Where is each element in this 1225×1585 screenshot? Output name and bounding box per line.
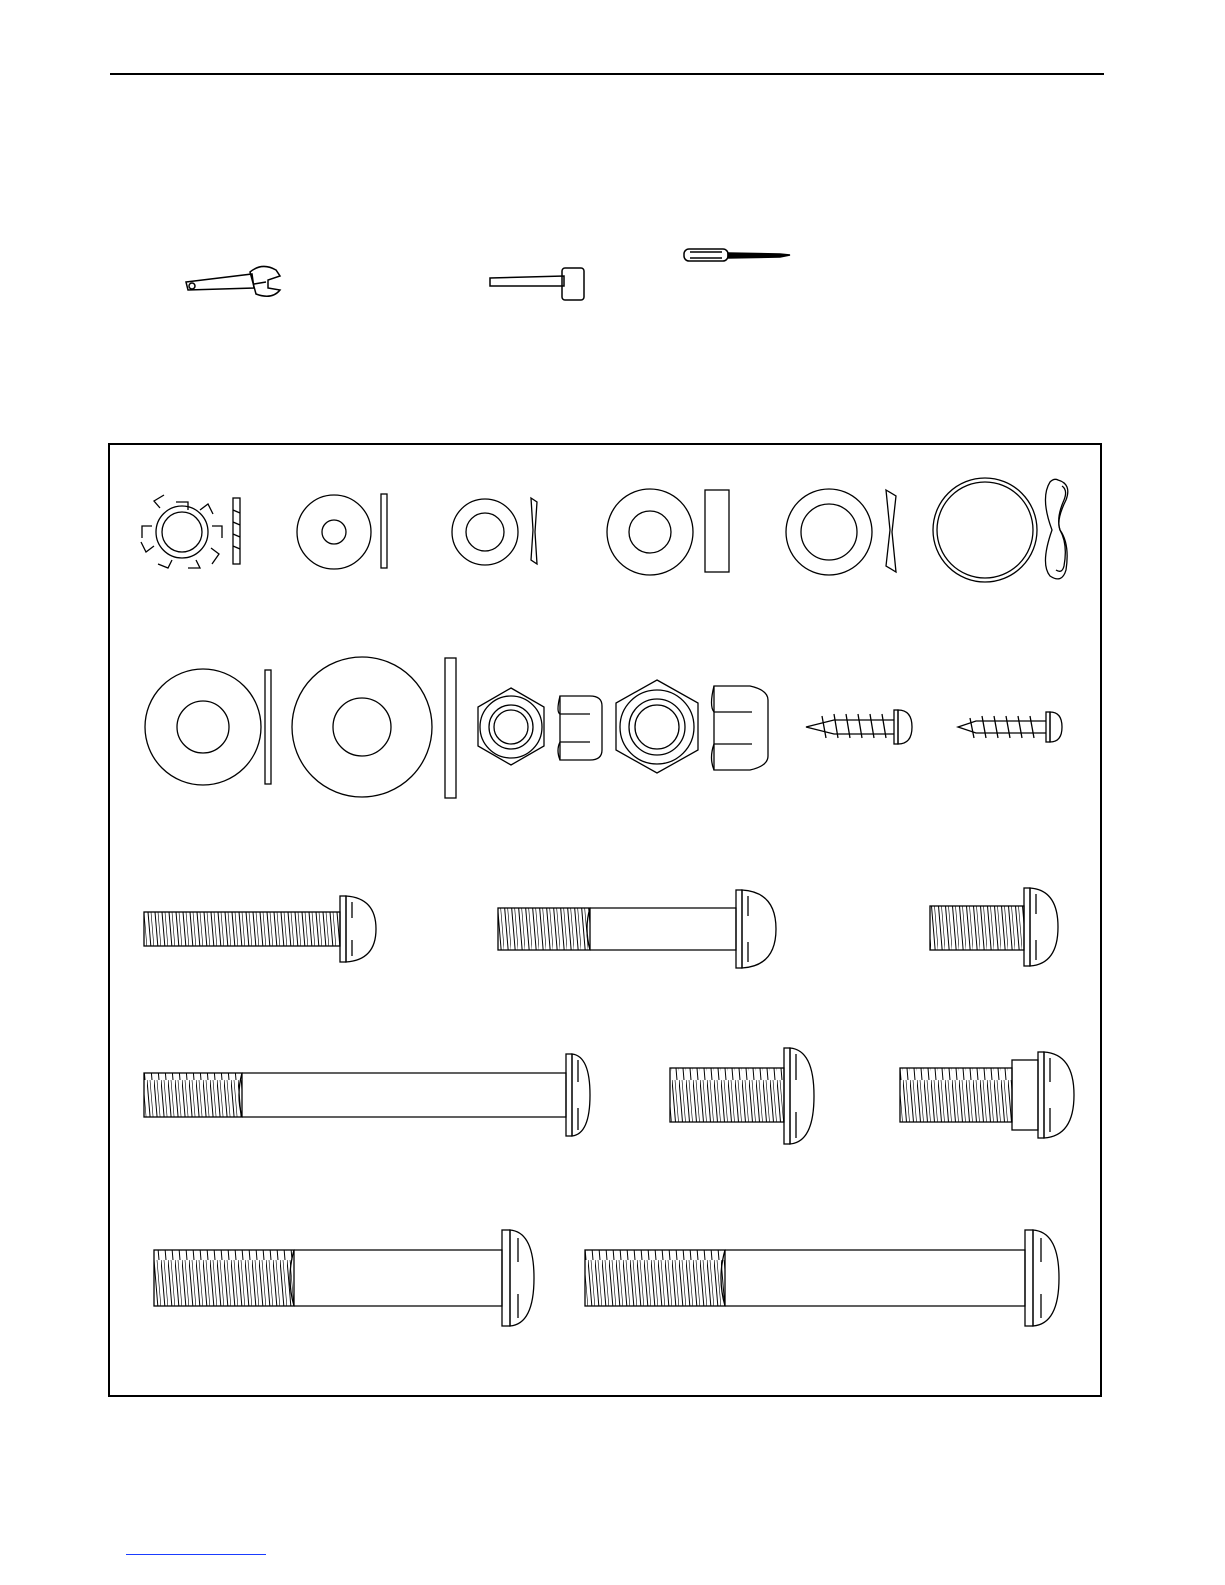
shoulder-button-bolt-icon bbox=[900, 1052, 1074, 1138]
star-washer-icon bbox=[141, 495, 240, 568]
adjustable-wrench-icon bbox=[186, 266, 280, 296]
button-bolt-full-thread-icon bbox=[144, 896, 376, 962]
extra-large-flat-washer-icon bbox=[292, 657, 456, 798]
nylon-locknut-icon bbox=[478, 688, 602, 765]
long-button-bolt-icon bbox=[144, 1054, 590, 1136]
self-tapping-screw-small-icon bbox=[958, 712, 1062, 742]
wide-button-bolt-icon bbox=[670, 1048, 814, 1144]
footer-link-underline[interactable] bbox=[126, 1554, 266, 1555]
rubber-mallet-icon bbox=[490, 268, 584, 300]
tools-row bbox=[0, 230, 1225, 310]
large-nylon-locknut-icon bbox=[616, 680, 768, 773]
short-button-bolt-icon bbox=[930, 888, 1058, 966]
large-split-washer-icon bbox=[786, 489, 896, 575]
header-rule bbox=[110, 73, 1104, 75]
phillips-screwdriver-icon bbox=[684, 249, 790, 261]
flat-washer-icon bbox=[297, 494, 387, 569]
large-button-bolt-icon bbox=[154, 1230, 534, 1326]
parts-identification-chart bbox=[108, 443, 1102, 1397]
parts-drawing bbox=[110, 445, 1100, 1395]
thick-washer-icon bbox=[607, 489, 729, 575]
large-flat-washer-icon bbox=[145, 669, 271, 785]
extra-long-button-bolt-icon bbox=[585, 1230, 1059, 1326]
split-washer-icon bbox=[452, 498, 537, 565]
button-bolt-partial-thread-icon bbox=[498, 890, 776, 968]
spring-clip-icon bbox=[933, 478, 1068, 582]
self-tapping-screw-icon bbox=[806, 710, 912, 744]
